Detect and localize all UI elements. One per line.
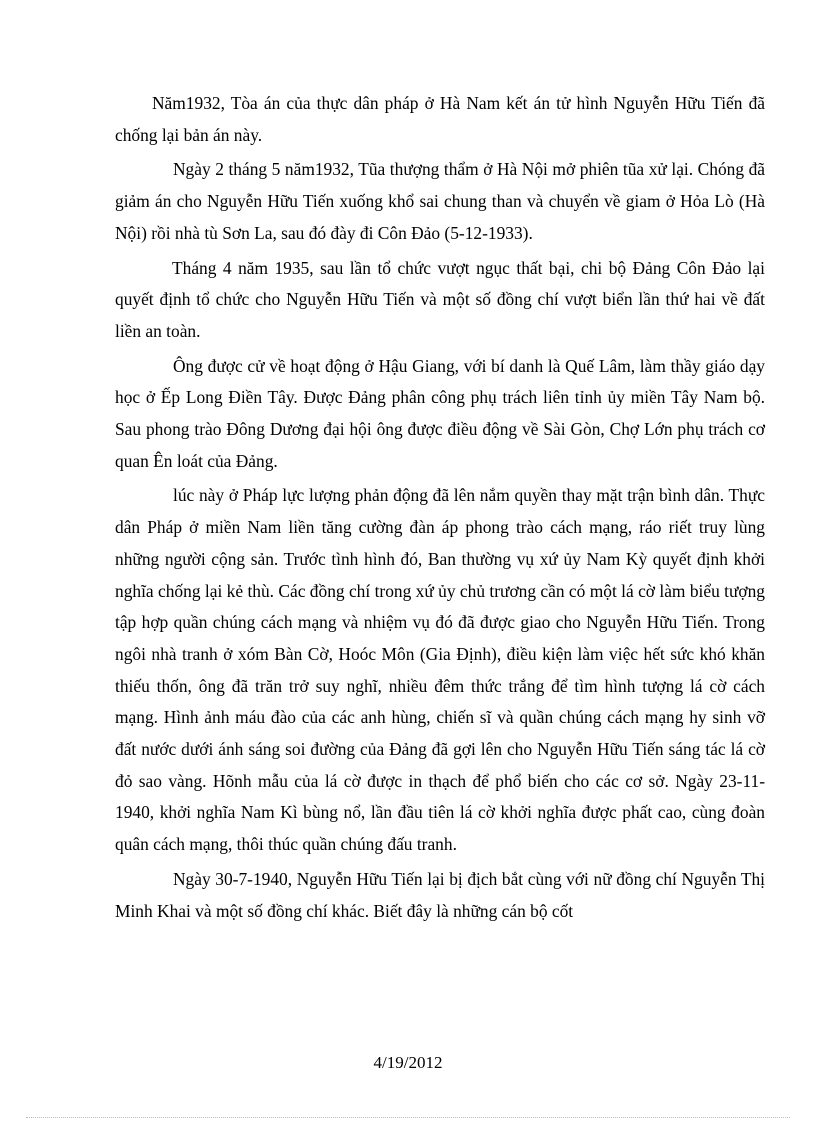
document-body bbox=[115, 88, 765, 930]
paragraph-3: Tháng 4 năm 1935, sau lần tổ chức vượt ngục thất bại, chi bộ Đảng Côn Đảo lại quyết định tổ chức cho Nguyễn Hữu Tiến và một số đồng chí vượt biển lần thứ hai về đất liền an toàn. bbox=[115, 257, 765, 341]
paragraph-6: Ngày 30-7-1940, Nguyễn Hữu Tiến lại bị địch bắt cùng với nữ đồng chí Nguyễn Thị Minh Khai và một số đồng chí khác. Biết đây là những cán bộ cốt bbox=[115, 868, 765, 921]
page-bottom-divider bbox=[26, 1117, 790, 1118]
footer-date: 4/19/2012 bbox=[373, 1053, 443, 1072]
paragraph-2: Ngày 2 tháng 5 năm1932, Tũa thượng thẩm ở Hà Nội mở phiên tũa xử lại. Chóng đã giảm án cho Nguyễn Hữu Tiến xuống khổ sai chung than và chuyển về giam ở Hỏa Lò (Hà Nội) rồi nhà tù Sơn La, sau đó đày đi Côn Đảo (5-12-1933). bbox=[115, 159, 765, 243]
paragraph-4: Ông được cử về hoạt động ở Hậu Giang, với bí danh là Quế Lâm, làm thầy giáo dạy học ở Ếp Long Điền Tây. Được Đảng phân công phụ trách liên tỉnh ủy miền Tây Nam bộ. Sau phong trào Đông Dương đại hội ông được điều động về Sài Gòn, Chợ Lớn phụ trách cơ quan Ên loát của Đảng. bbox=[115, 355, 765, 471]
paragraph-5: lúc này ở Pháp lực lượng phản động đã lên nắm quyền thay mặt trận bình dân. Thực dân Pháp ở miền Nam liền tăng cường đàn áp phong trào cách mạng, ráo riết truy lùng những người cộng sản. Trước tình hình đó, Ban thường vụ xứ ủy Nam Kỳ quyết định khởi nghĩa chống lại kẻ thù. Các đồng chí trong xứ ủy chủ trương cần có một lá cờ làm biểu tượng tập hợp quần chúng cách mạng và nhiệm vụ đó đã được giao cho Nguyễn Hữu Tiến. Trong ngôi nhà tranh ở xóm Bàn Cờ, Hoóc Môn (Gia Định), điều kiện làm việc hết sức khó khăn thiếu thốn, ông đã trăn trở suy nghĩ, nhiều đêm thức trắng để tìm hình tượng lá cờ cách mạng. Hình ảnh máu đào của các anh hùng, chiến sĩ và quần chúng cách mạng hy sinh vỡ đất nước dưới ánh sáng soi đường của Đảng đã gợi lên cho Nguyễn Hữu Tiến sáng tác lá cờ đỏ sao vàng. Hõnh mẫu của lá cờ được in thạch để phổ biến cho các cơ sở. Ngày 23-11-1940, khởi nghĩa Nam Kì bùng nổ, lần đầu tiên lá cờ khởi nghĩa được phất cao, cùng đoàn quân cách mạng, thôi thúc quần chúng đấu tranh. bbox=[115, 485, 765, 855]
paragraph-1: Năm1932, Tòa án của thực dân pháp ở Hà Nam kết án tử hình Nguyễn Hữu Tiến đã chống lại bản án này. bbox=[115, 93, 765, 145]
